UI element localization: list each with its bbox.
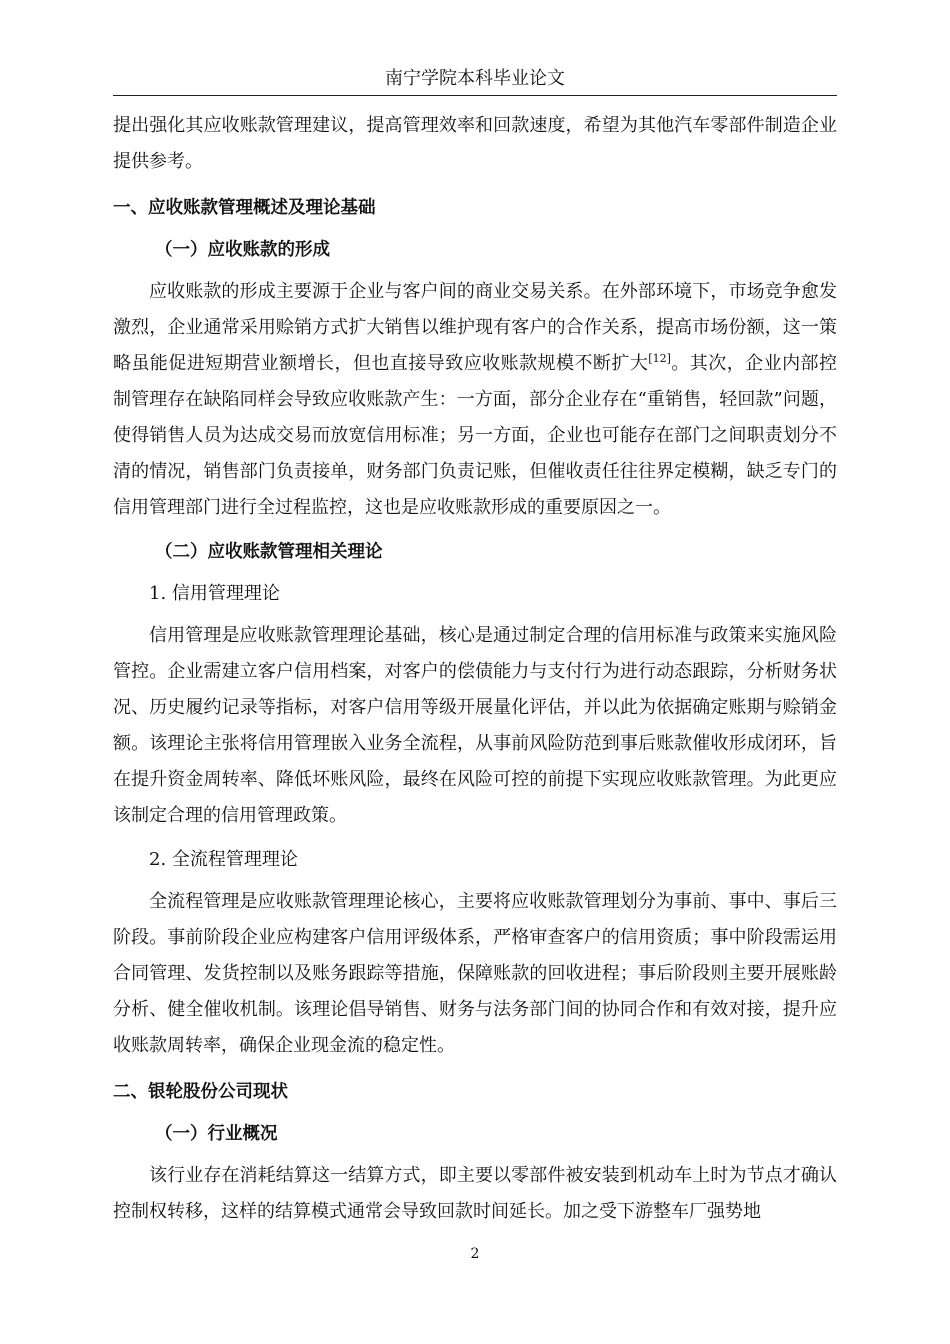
paragraph-formation-part1: 应收账款的形成主要源于企业与客户间的商业交易关系。在外部环境下，市场竞争愈发激烈，企业通常采用赊销方式扩大销售以维护现有客户的合作关系，提高市场份额，这一策略虽能促进短期营业额增长，但也直接导致应收账款规模不断扩大	[113, 281, 837, 374]
subsection-heading-industry: （一）行业概况	[155, 1124, 278, 1144]
item-heading-process: 2. 全流程管理理论	[149, 849, 298, 870]
paragraph-process: 全流程管理是应收账款管理理论核心，主要将应收账款管理划分为事前、事中、事后三阶段。事前阶段企业应构建客户信用评级体系，严格审查客户的信用资质；事中阶段需运用合同管理、发货控制以及账务跟踪等措施，保障账款的回收进程；事后阶段则主要开展账龄分析、健全催收机制。该理论倡导销售、财务与法务部门间的协同合作和有效对接，提升应收账款周转率，确保企业现金流的稳定性。	[113, 891, 837, 1056]
subsection-heading-formation: （一）应收账款的形成	[155, 240, 330, 260]
item-heading-credit: 1. 信用管理理论	[149, 583, 280, 604]
section-heading-2: 二、银轮股份公司现状	[113, 1082, 288, 1102]
page-number: 2	[470, 1246, 480, 1262]
paragraph-credit: 信用管理是应收账款管理理论基础，核心是通过制定合理的信用标准与政策来实施风险管控。企业需建立客户信用档案，对客户的偿债能力与支付行为进行动态跟踪，分析财务状况、历史履约记录等指标，对客户信用等级开展量化评估，并以此为依据确定账期与赊销金额。该理论主张将信用管理嵌入业务全流程，从事前风险防范到事后账款催收形成闭环，旨在提升资金周转率、降低坏账风险，最终在风险可控的前提下实现应收账款管理。为此更应该制定合理的信用管理政策。	[113, 625, 837, 826]
document-body	[113, 108, 837, 1230]
page-header: 南宁学院本科毕业论文	[385, 68, 565, 89]
header-divider	[113, 95, 837, 96]
intro-paragraph: 提出强化其应收账款管理建议，提高管理效率和回款速度，希望为其他汽车零部件制造企业提供参考。	[113, 115, 837, 172]
paragraph-formation	[113, 274, 837, 526]
subsection-heading-theory: （二）应收账款管理相关理论	[155, 542, 383, 562]
section-heading-1: 一、应收账款管理概述及理论基础	[113, 198, 376, 218]
paragraph-formation-part2: 。其次，企业内部控制管理存在缺陷同样会导致应收账款产生：一方面，部分企业存在“重销售，轻回款”问题，使得销售人员为达成交易而放宽信用标准；另一方面，企业也可能存在部门之间职责划分不清的情况，销售部门负责接单，财务部门负责记账，但催收责任往往界定模糊，缺乏专门的信用管理部门进行全过程监控，这也是应收账款形成的重要原因之一。	[113, 353, 837, 518]
citation-ref: [12]	[648, 352, 671, 365]
paragraph-industry: 该行业存在消耗结算这一结算方式，即主要以零部件被安装到机动车上时为节点才确认控制权转移，这样的结算模式通常会导致回款时间延长。加之受下游整车厂强势地	[113, 1165, 837, 1222]
